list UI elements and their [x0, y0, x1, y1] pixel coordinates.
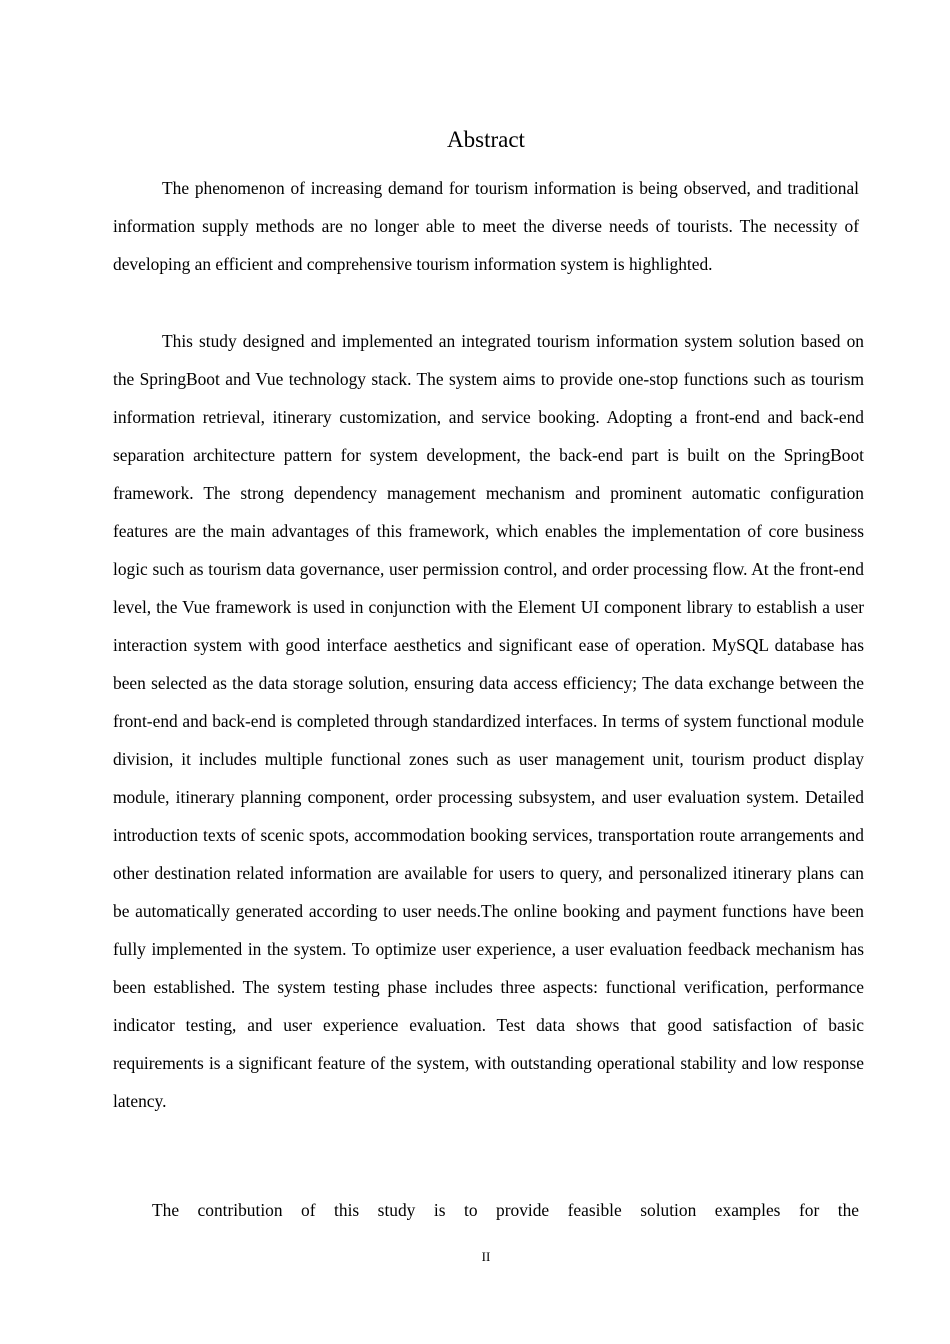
abstract-paragraph-2: This study designed and implemented an integrated tourism information system solution based on the SpringBoot and Vue technology stack. The system aims to provide one-stop functions such as tourism information retrieval, itinerary customization, and service booking. Adopting a front-end and back-end separation architecture pattern for system development, the back-end part is built on the SpringBoot framework. The strong dependency management mechanism and prominent automatic configuration features are the main advantages of this framework, which enables the implementation of core business logic such as tourism data governance, user permission control, and order processing flow. At the front-end level, the Vue framework is used in conjunction with the Element UI component library to establish a user interaction system with good interface aesthetics and significant ease of operation. MySQL database has been selected as the data storage solution, ensuring data access efficiency; The data exchange between the front-end and back-end is completed through standardized interfaces. In terms of system functional module division, it includes multiple functional zones such as user management unit, tourism product display module, itinerary planning component, order processing subsystem, and user evaluation system. Detailed introduction texts of scenic spots, accommodation booking services, transportation route arrangements and other destination related information are available for users to query, and personalized itinerary plans can be automatically generated according to user needs.The online booking and payment functions have been fully implemented in the system. To optimize user experience, a user evaluation feedback mechanism has been established. The system testing phase includes three aspects: functional verification, performance indicator testing, and user experience evaluation. Test data shows that good satisfaction of basic requirements is a significant feature of the system, with outstanding operational stability and low response latency.	[113, 331, 864, 1111]
abstract-paragraph-1: The phenomenon of increasing demand for tourism information is being observed, and traditional information supply methods are no longer able to meet the diverse needs of tourists. The necessity of developing an efficient and comprehensive tourism information system is highlighted.	[113, 178, 859, 274]
page-number: II	[481, 1249, 491, 1264]
page-title: Abstract	[447, 127, 525, 152]
abstract-paragraph-3: The contribution of this study is to provide feasible solution examples for the	[152, 1200, 859, 1220]
